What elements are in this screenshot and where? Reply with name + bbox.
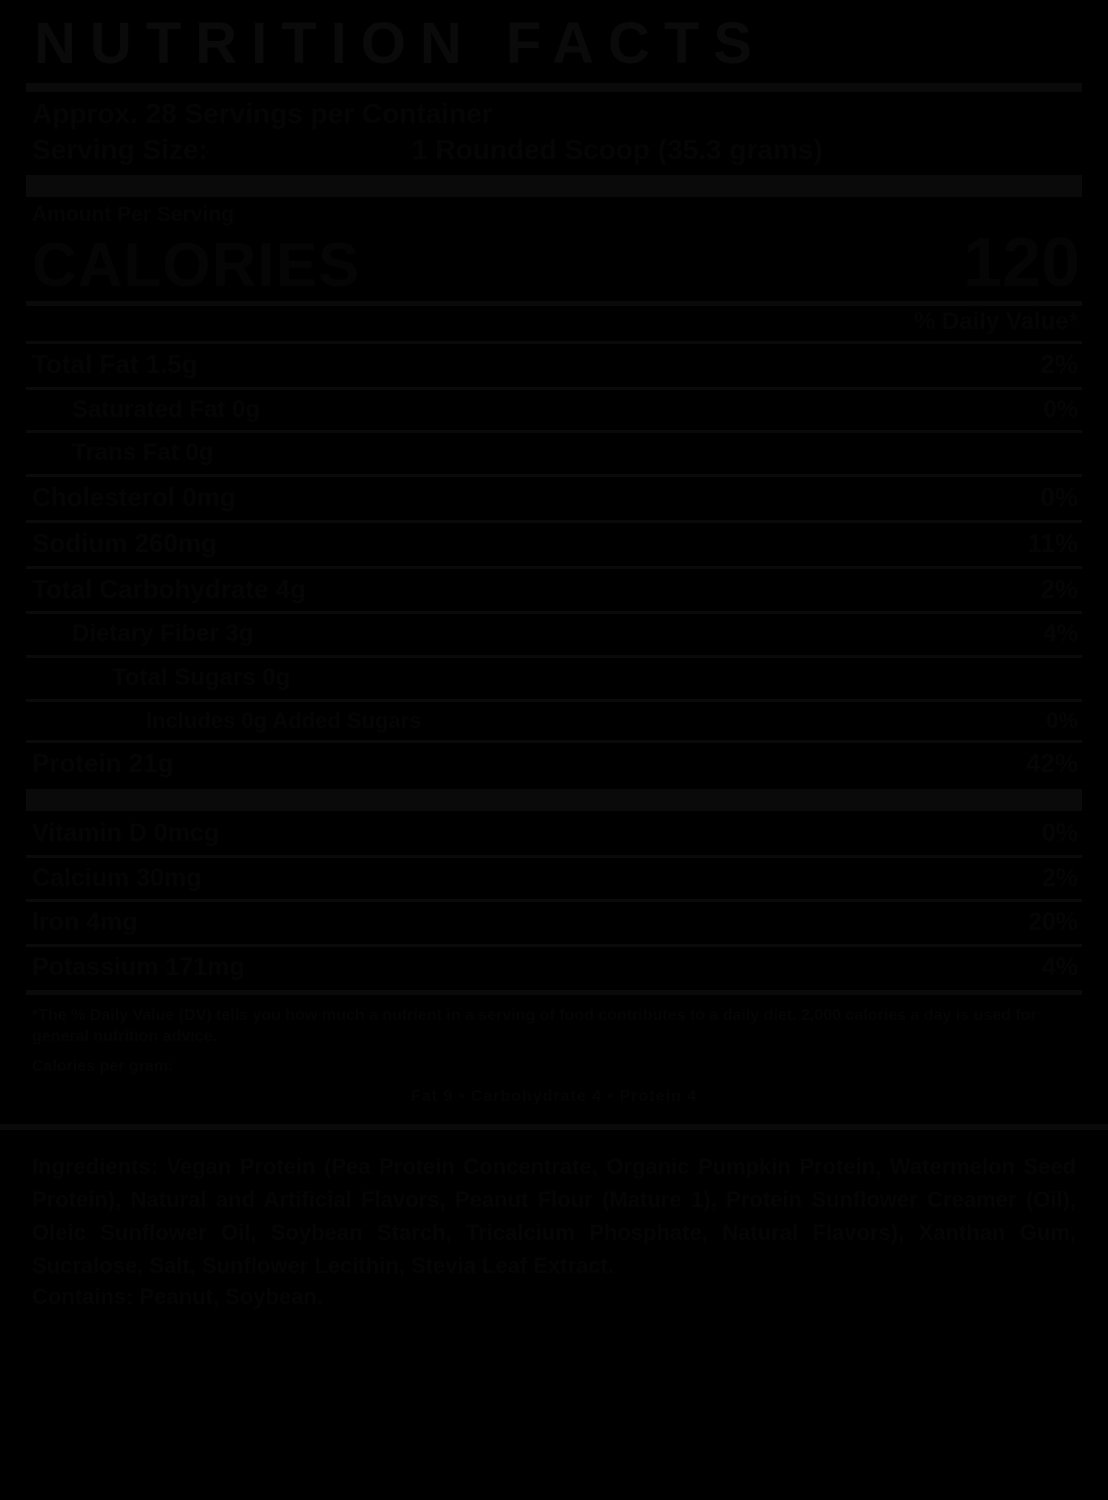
nutrient-name: Sodium 260mg: [32, 527, 217, 558]
divider: [26, 990, 1082, 995]
divider: [26, 740, 1082, 743]
divider: [26, 83, 1082, 92]
serving-size-value: 1 Rounded Scoop (35.3 grams): [412, 134, 823, 166]
daily-value-footnote: *The % Daily Value (DV) tells you how much a nutrient in a serving of food contributes to a daily diet. 2,000 calories a day is used for general nutrition advice.: [32, 1006, 1037, 1046]
divider: [26, 855, 1082, 858]
nutrient-name: Trans Fat 0g: [72, 439, 214, 467]
divider: [26, 301, 1082, 306]
table-row: [26, 479, 1082, 517]
nutrient-name: Total Fat 1.5g: [32, 348, 198, 379]
divider-heavy: [26, 789, 1082, 811]
table-row: [26, 660, 1082, 696]
table-row: [26, 860, 1082, 897]
nutrient-name: Vitamin D 0mcg: [32, 818, 220, 847]
nutrient-name: Includes 0g Added Sugars: [146, 707, 422, 733]
calories-value: 120: [963, 222, 1080, 301]
nutrient-name: Calcium 30mg: [32, 863, 202, 892]
table-row: [26, 704, 1082, 737]
nutrient-dv: 4%: [1043, 620, 1078, 648]
servings-per-container: Approx. 28 Servings per Container: [32, 97, 493, 129]
table-row: [26, 571, 1082, 609]
divider: [26, 341, 1082, 344]
table-row: [26, 616, 1082, 652]
table-row: [26, 435, 1082, 471]
nutrient-name: Cholesterol 0mg: [32, 481, 236, 512]
divider-heavy: [26, 175, 1082, 197]
table-row: [26, 949, 1082, 986]
serving-size-row: [26, 132, 1082, 168]
calories-label: CALORIES: [32, 230, 361, 300]
nutrient-dv: 2%: [1041, 863, 1078, 892]
nutrient-dv: 11%: [1027, 527, 1078, 558]
divider: [26, 430, 1082, 433]
daily-value-header: % Daily Value*: [913, 307, 1078, 335]
nutrient-dv: 0%: [1040, 481, 1078, 512]
nutrient-dv: 20%: [1027, 908, 1078, 937]
nutrient-dv: 42%: [1025, 747, 1078, 778]
nutrient-name: Potassium 171mg: [32, 953, 245, 982]
ingredients-text: Ingredients: Vegan Protein (Pea Protein Concentrate, Organic Pumpkin Protein, Watermelon Seed Protein), Natural and Artificial Flavors, Peanut Flour (Mature 1), Protein Sunflower Creamer (Oil), Oleic Sunflower Oil, Soybean Starch, Tricalcium Phosphate, Natural Flavors), Xanthan Gum, Sucralose, Salt, Sunflower Lecithin, Stevia Leaf Extract.: [32, 1153, 1076, 1278]
divider: [26, 899, 1082, 902]
nutrient-dv: 0%: [1046, 707, 1078, 733]
table-row: [26, 346, 1082, 384]
table-row: [26, 904, 1082, 941]
table-row: [26, 525, 1082, 563]
nutrient-name: Iron 4mg: [32, 908, 138, 937]
calories-per-gram-label: Calories per gram:: [32, 1057, 174, 1075]
divider: [26, 611, 1082, 614]
nutrient-dv: 0%: [1041, 818, 1078, 847]
calories-row: [26, 222, 1082, 301]
nutrient-dv: 4%: [1041, 953, 1078, 982]
serving-size-label: Serving Size:: [32, 134, 208, 166]
divider: [26, 655, 1082, 658]
divider: [26, 387, 1082, 390]
divider: [26, 566, 1082, 569]
nutrient-name: Dietary Fiber 3g: [72, 620, 254, 648]
nutrient-name: Saturated Fat 0g: [72, 395, 261, 423]
table-row: [26, 815, 1082, 852]
nutrient-name: Total Sugars 0g: [112, 664, 291, 692]
page-title: NUTRITION FACTS: [34, 11, 766, 76]
nutrient-name: Protein 21g: [32, 747, 174, 778]
table-row: [26, 745, 1082, 783]
vitamins-block: [26, 815, 1082, 986]
table-row: [26, 392, 1082, 428]
amount-per-serving-label: Amount Per Serving: [32, 202, 234, 226]
contains-allergens-text: Contains: Peanut, Soybean.: [32, 1283, 323, 1309]
nutrient-dv: 0%: [1043, 395, 1078, 423]
calories-per-gram-values: Fat 9 • Carbohydrate 4 • Protein 4: [410, 1087, 698, 1105]
nutrient-dv: 2%: [1040, 348, 1078, 379]
divider: [26, 699, 1082, 702]
nutrient-name: Total Carbohydrate 4g: [32, 573, 307, 604]
nutrient-dv: 2%: [1040, 573, 1078, 604]
divider: [26, 944, 1082, 947]
divider: [26, 474, 1082, 477]
divider: [26, 520, 1082, 523]
